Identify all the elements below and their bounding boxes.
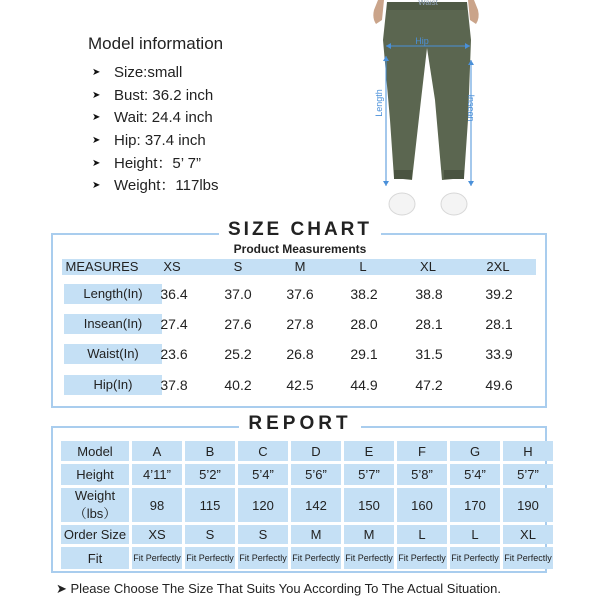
size-advice-note: ➤ Please Choose The Size That Suits You According To The Actual Situation. xyxy=(56,581,501,596)
cell-value: 40.2 xyxy=(224,377,252,393)
cell-value: M xyxy=(344,525,394,544)
cell-value: 27.4 xyxy=(160,316,188,332)
header-size: M xyxy=(294,259,306,274)
cell-value: 5’7” xyxy=(344,464,394,485)
row-label: Model xyxy=(61,441,129,461)
report-row-order-size xyxy=(61,525,553,544)
arrow-icon: ➤ xyxy=(92,67,101,78)
model-info-text: Bust: 36.2 inch xyxy=(114,86,214,104)
cell-value: A xyxy=(132,441,182,461)
cell-value: 31.5 xyxy=(415,346,443,362)
insean-label: Insean xyxy=(466,94,476,122)
cell-value: Fit Perfectly xyxy=(450,547,500,569)
size-chart-title-text: SIZE CHART xyxy=(219,219,381,240)
model-info-title: Model information xyxy=(88,34,224,53)
model-info-item xyxy=(92,107,328,130)
cell-value: Fit Perfectly xyxy=(238,547,288,569)
cell-value: Fit Perfectly xyxy=(291,547,341,569)
cell-value: B xyxy=(185,441,235,461)
cell-value: 115 xyxy=(185,488,235,522)
right-cuff xyxy=(444,170,464,179)
cell-value: 26.8 xyxy=(286,346,314,362)
cell-value: 25.2 xyxy=(224,346,252,362)
cell-value: 98 xyxy=(132,488,182,522)
cell-value: 47.2 xyxy=(415,377,443,393)
report-row-weight xyxy=(61,488,553,522)
insean-arrow-bottom xyxy=(468,181,474,186)
model-info-item xyxy=(92,85,328,108)
cell-value: 27.8 xyxy=(286,316,314,332)
cell-value: 38.2 xyxy=(350,286,378,302)
size-row-insean xyxy=(62,311,536,339)
cell-value: H xyxy=(503,441,553,461)
size-row-waist xyxy=(62,341,536,369)
left-shoe xyxy=(389,193,415,215)
cell-value: S xyxy=(185,525,235,544)
model-info-text: Weight：117lbs xyxy=(114,177,219,195)
pants-shape xyxy=(383,2,471,180)
cell-value: S xyxy=(238,525,288,544)
arrow-icon: ➤ xyxy=(92,135,101,147)
model-info-item xyxy=(92,130,328,153)
header-size: L xyxy=(359,259,367,274)
cell-value: 37.0 xyxy=(224,286,252,302)
model-info-text: Size:small xyxy=(114,64,183,81)
model-info-text: Wait: 24.4 inch xyxy=(114,109,213,127)
row-label: Fit xyxy=(61,547,129,569)
row-label: Order Size xyxy=(61,525,129,544)
model-info-text: Hip: 37.4 inch xyxy=(114,132,206,150)
row-label: Weight（lbs） xyxy=(61,488,129,522)
report-title xyxy=(0,413,600,435)
cell-value: M xyxy=(291,525,341,544)
cell-value: 5’2” xyxy=(185,464,235,485)
cell-value: 5’4” xyxy=(238,464,288,485)
cell-value: 150 xyxy=(344,488,394,522)
header-size: 2XL xyxy=(486,259,510,274)
arrow-icon: ➤ xyxy=(92,180,101,192)
cell-value: C xyxy=(238,441,288,461)
cell-value: 160 xyxy=(397,488,447,522)
right-arm xyxy=(468,0,479,24)
cell-value: 38.8 xyxy=(415,286,443,302)
cell-value: 5’7” xyxy=(503,464,553,485)
arrow-icon: ➤ xyxy=(92,89,101,101)
cell-value: XL xyxy=(503,525,553,544)
cell-value: 49.6 xyxy=(485,377,513,393)
size-row-hip xyxy=(62,372,536,400)
cell-value: G xyxy=(450,441,500,461)
cell-value: E xyxy=(344,441,394,461)
hip-label: Hip xyxy=(415,36,429,46)
model-information xyxy=(88,34,328,198)
cell-value: 44.9 xyxy=(350,377,378,393)
report-table xyxy=(58,438,556,572)
cell-value: Fit Perfectly xyxy=(132,547,182,569)
cell-value: 190 xyxy=(503,488,553,522)
header-size: XL xyxy=(420,259,436,274)
cell-value: Fit Perfectly xyxy=(185,547,235,569)
row-label: Height xyxy=(61,464,129,485)
row-label: Length(In) xyxy=(64,284,162,304)
arrow-icon: ➤ xyxy=(92,112,101,124)
row-label: Waist(In) xyxy=(64,344,162,364)
pants-measurement-figure xyxy=(360,0,500,218)
model-info-text: Height：5’ 7” xyxy=(114,154,201,172)
header-size: XS xyxy=(163,259,181,274)
cell-value: 142 xyxy=(291,488,341,522)
row-label: Hip(In) xyxy=(64,375,162,395)
cell-value: Fit Perfectly xyxy=(503,547,553,569)
size-row-length xyxy=(62,281,536,309)
cell-value: 27.6 xyxy=(224,316,252,332)
report-row-model xyxy=(61,441,553,461)
right-shoe xyxy=(441,193,467,215)
cell-value: 28.1 xyxy=(485,316,513,332)
model-info-list xyxy=(88,62,328,198)
model-info-item xyxy=(92,62,328,85)
size-chart-title xyxy=(0,219,600,241)
report-row-fit xyxy=(61,547,553,569)
cell-value: 170 xyxy=(450,488,500,522)
waist-label: Waist xyxy=(418,0,438,7)
arrow-icon: ➤ xyxy=(92,157,101,169)
cell-value: 33.9 xyxy=(485,346,513,362)
cell-value: 5’4” xyxy=(450,464,500,485)
header-size: S xyxy=(233,259,243,274)
cell-value: 37.8 xyxy=(160,377,188,393)
length-label: Length xyxy=(374,89,384,117)
model-info-item xyxy=(92,175,328,198)
cell-value: L xyxy=(397,525,447,544)
cell-value: 28.1 xyxy=(415,316,443,332)
cell-value: 4’11” xyxy=(132,464,182,485)
size-chart-header xyxy=(62,259,536,275)
cell-value: Fit Perfectly xyxy=(344,547,394,569)
cell-value: 120 xyxy=(238,488,288,522)
cell-value: XS xyxy=(132,525,182,544)
cell-value: 28.0 xyxy=(350,316,378,332)
cell-value: D xyxy=(291,441,341,461)
size-chart-subtitle: Product Measurements xyxy=(233,242,367,256)
cell-value: 36.4 xyxy=(160,286,188,302)
report-row-height xyxy=(61,464,553,485)
cell-value: 5’8” xyxy=(397,464,447,485)
cell-value: F xyxy=(397,441,447,461)
cell-value: 29.1 xyxy=(350,346,378,362)
left-cuff xyxy=(394,170,412,179)
header-measures: MEASURES xyxy=(65,259,139,274)
model-info-item xyxy=(92,153,328,176)
cell-value: 23.6 xyxy=(160,346,188,362)
left-arm xyxy=(373,0,384,24)
report-title-text: REPORT xyxy=(239,413,360,434)
length-arrow-bottom xyxy=(383,181,389,186)
cell-value: 5’6” xyxy=(291,464,341,485)
row-label: Insean(In) xyxy=(64,314,162,334)
cell-value: Fit Perfectly xyxy=(397,547,447,569)
cell-value: L xyxy=(450,525,500,544)
cell-value: 39.2 xyxy=(485,286,513,302)
cell-value: 42.5 xyxy=(286,377,314,393)
cell-value: 37.6 xyxy=(286,286,314,302)
